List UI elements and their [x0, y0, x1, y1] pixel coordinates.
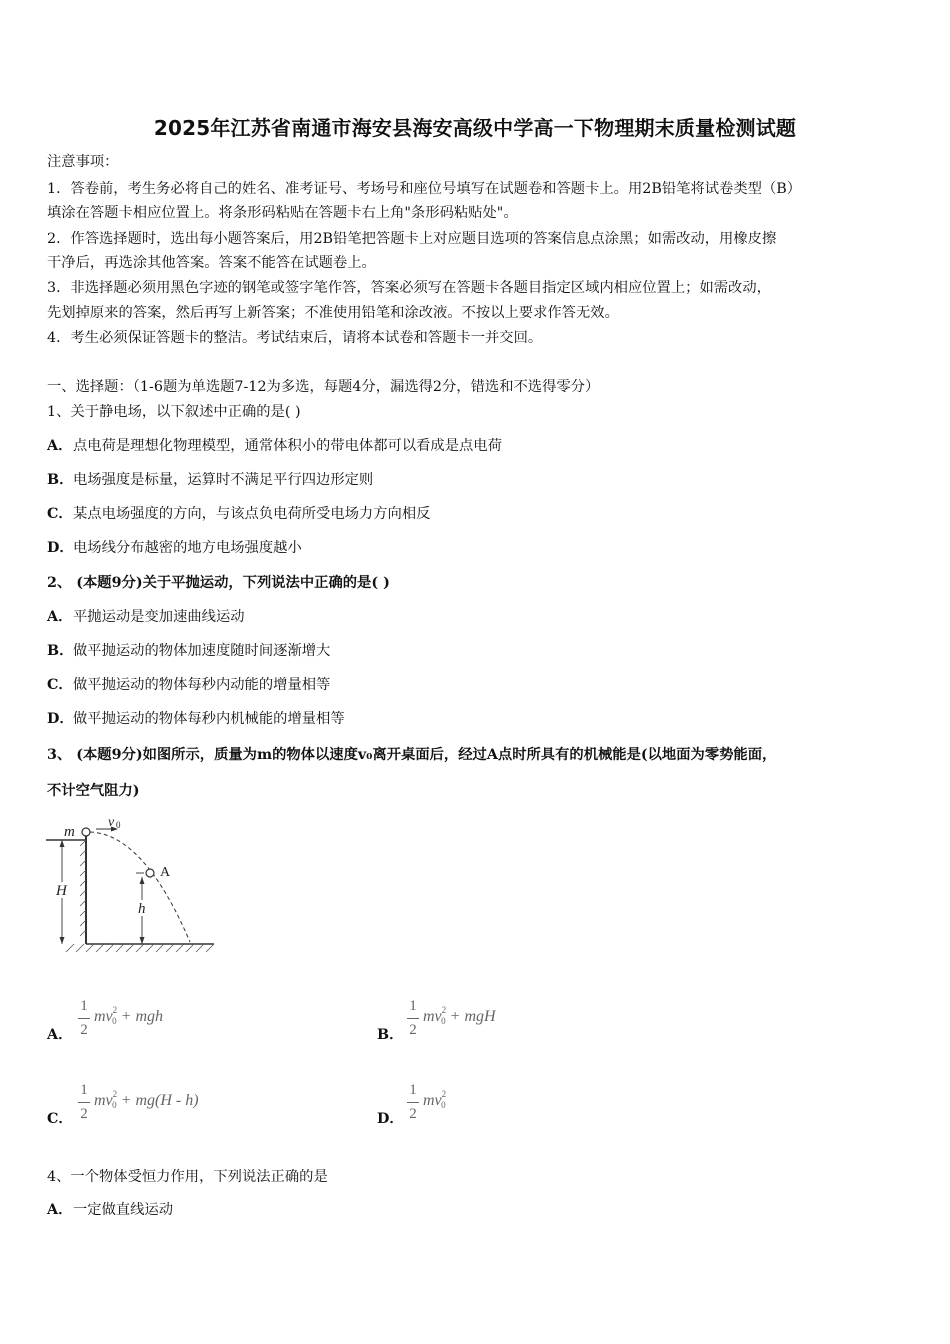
option-letter: B．: [377, 1027, 404, 1043]
q1-option-d: [47, 537, 302, 557]
option-text: 做平抛运动的物体每秒内动能的增量相等: [73, 677, 331, 693]
label-m: m: [64, 824, 75, 840]
term: mv: [94, 1008, 113, 1025]
option-text: 点电荷是理想化物理模型，通常体积小的带电体都可以看成是点电荷: [73, 438, 502, 454]
q1-option-c: [47, 503, 430, 523]
subscript: 0: [112, 1100, 117, 1110]
notice-line: 填涂在答题卡相应位置上。将条形码粘贴在答题卡右上角"条形码粘贴处"。: [47, 205, 518, 221]
point-A-ball: [146, 869, 154, 877]
superscript: 2: [441, 1089, 447, 1099]
option-text: 做平抛运动的物体每秒内机械能的增量相等: [73, 711, 345, 727]
q3-option-d-letter: [377, 1108, 403, 1128]
fraction-numerator: 1: [80, 998, 88, 1014]
option-letter: D．: [47, 711, 74, 727]
q2-option-c: [47, 674, 330, 694]
formula-tail: + mgh: [120, 1008, 164, 1025]
term: mv: [423, 1092, 442, 1109]
label-v-sub: 0: [116, 820, 121, 830]
q3-option-c-letter: [47, 1108, 73, 1128]
formula-expression: [423, 1089, 447, 1110]
q2-option-a: [47, 606, 245, 626]
arrow-head: [60, 840, 65, 847]
option-letter: C．: [47, 506, 73, 522]
notice-line: 先划掉原来的答案，然后再写上新答案；不准使用铅笔和涂改液。不按以上要求作答无效。: [47, 305, 619, 321]
subscript: 0: [441, 1016, 446, 1026]
fraction-numerator: 1: [80, 1082, 88, 1098]
notice-line: 2．作答选择题时，选出每小题答案后，用2B铅笔把答题卡上对应题目选项的答案信息点涂黑；如需改动，用橡皮擦: [47, 231, 777, 247]
q1-option-a: [47, 435, 502, 455]
question-4-stem: 4、一个物体受恒力作用，下列说法正确的是: [47, 1169, 328, 1185]
fraction-numerator: 1: [409, 1082, 417, 1098]
formula-expression: [94, 1089, 199, 1110]
formula-expression: [423, 1005, 496, 1026]
option-letter: A．: [47, 438, 73, 454]
fraction-bar: [78, 1018, 90, 1019]
option-letter: B．: [47, 643, 74, 659]
ground-hatch: [66, 944, 214, 952]
section-heading: 一、选择题：（1-6题为单选题7-12为多选，每题4分，漏选得2分，错选和不选得零分）: [47, 379, 600, 395]
label-v: v: [108, 816, 115, 830]
q2-option-b: [47, 640, 330, 660]
term: mv: [423, 1008, 442, 1025]
subscript: 0: [112, 1016, 117, 1026]
term: mv: [94, 1092, 113, 1109]
formula-expression: [94, 1005, 164, 1026]
label-h: h: [138, 901, 146, 917]
arrow-head: [60, 937, 65, 944]
formula-tail: + mgH: [449, 1008, 496, 1025]
option-letter: D．: [47, 540, 74, 556]
option-letter: D．: [377, 1111, 404, 1127]
q3-option-b-letter: [377, 1024, 403, 1044]
label-A: A: [160, 865, 171, 880]
option-letter: C．: [47, 1111, 73, 1127]
notice-heading: 注意事项：: [47, 154, 119, 170]
fraction-denominator: 2: [409, 1106, 417, 1122]
option-text: 做平抛运动的物体加速度随时间逐渐增大: [73, 643, 331, 659]
question-1-stem: 1、关于静电场，以下叙述中正确的是( ): [47, 404, 301, 420]
superscript: 2: [112, 1089, 118, 1099]
option-text: 平抛运动是变加速曲线运动: [73, 609, 245, 625]
arrow-head: [140, 937, 145, 944]
fraction-bar: [78, 1102, 90, 1103]
q1-option-b: [47, 469, 373, 489]
fraction-bar: [407, 1018, 419, 1019]
option-text: 电场线分布越密的地方电场强度越小: [73, 540, 302, 556]
q2-option-d: [47, 708, 345, 728]
option-letter: A．: [47, 1202, 73, 1218]
option-letter: C．: [47, 677, 73, 693]
projectile-figure: [44, 816, 216, 960]
fraction-denominator: 2: [80, 1022, 88, 1038]
superscript: 2: [112, 1005, 118, 1015]
label-H: H: [56, 883, 67, 899]
fraction-numerator: 1: [409, 998, 417, 1014]
fraction-denominator: 2: [80, 1106, 88, 1122]
question-2-stem: 2、 (本题9分)关于平抛运动，下列说法中正确的是( ): [47, 575, 390, 591]
arrow-head: [140, 877, 145, 884]
superscript: 2: [441, 1005, 447, 1015]
notice-line: 干净后，再选涂其他答案。答案不能答在试题卷上。: [47, 255, 376, 271]
fraction-bar: [407, 1102, 419, 1103]
option-text: 一定做直线运动: [73, 1202, 174, 1218]
notice-line: 3．非选择题必须用黑色字迹的钢笔或签字笔作答，答案必须写在答题卡各题目指定区域内相应位置上；如需改动，: [47, 280, 771, 296]
option-text: 某点电场强度的方向，与该点负电荷所受电场力方向相反: [73, 506, 431, 522]
mass-ball: [82, 828, 90, 836]
option-letter: B．: [47, 472, 74, 488]
notice-line: 4．考生必须保证答题卡的整洁。考试结束后，请将本试卷和答题卡一并交回。: [47, 330, 543, 346]
option-letter: A．: [47, 1027, 73, 1043]
q3-option-a-letter: [47, 1024, 73, 1044]
subscript: 0: [441, 1100, 446, 1110]
page-title: 2025年江苏省南通市海安县海安高级中学高一下物理期末质量检测试题: [153, 116, 797, 140]
option-text: 电场强度是标量，运算时不满足平行四边形定则: [73, 472, 374, 488]
q4-option-a: [47, 1199, 173, 1219]
question-3-stem-cont: 不计空气阻力): [47, 783, 140, 799]
fraction-denominator: 2: [409, 1022, 417, 1038]
formula-tail: + mg(H - h): [120, 1092, 199, 1109]
option-letter: A．: [47, 609, 73, 625]
question-3-stem: 3、 (本题9分)如图所示，质量为m的物体以速度v₀离开桌面后，经过A点时所具有的机械能是(以地面为零势能面，: [47, 747, 777, 763]
notice-line: 1．答卷前，考生务必将自己的姓名、准考证号、考场号和座位号填写在试题卷和答题卡上。用2B铅笔将试卷类型（B）: [47, 181, 802, 197]
trajectory-curve: [90, 832, 190, 942]
